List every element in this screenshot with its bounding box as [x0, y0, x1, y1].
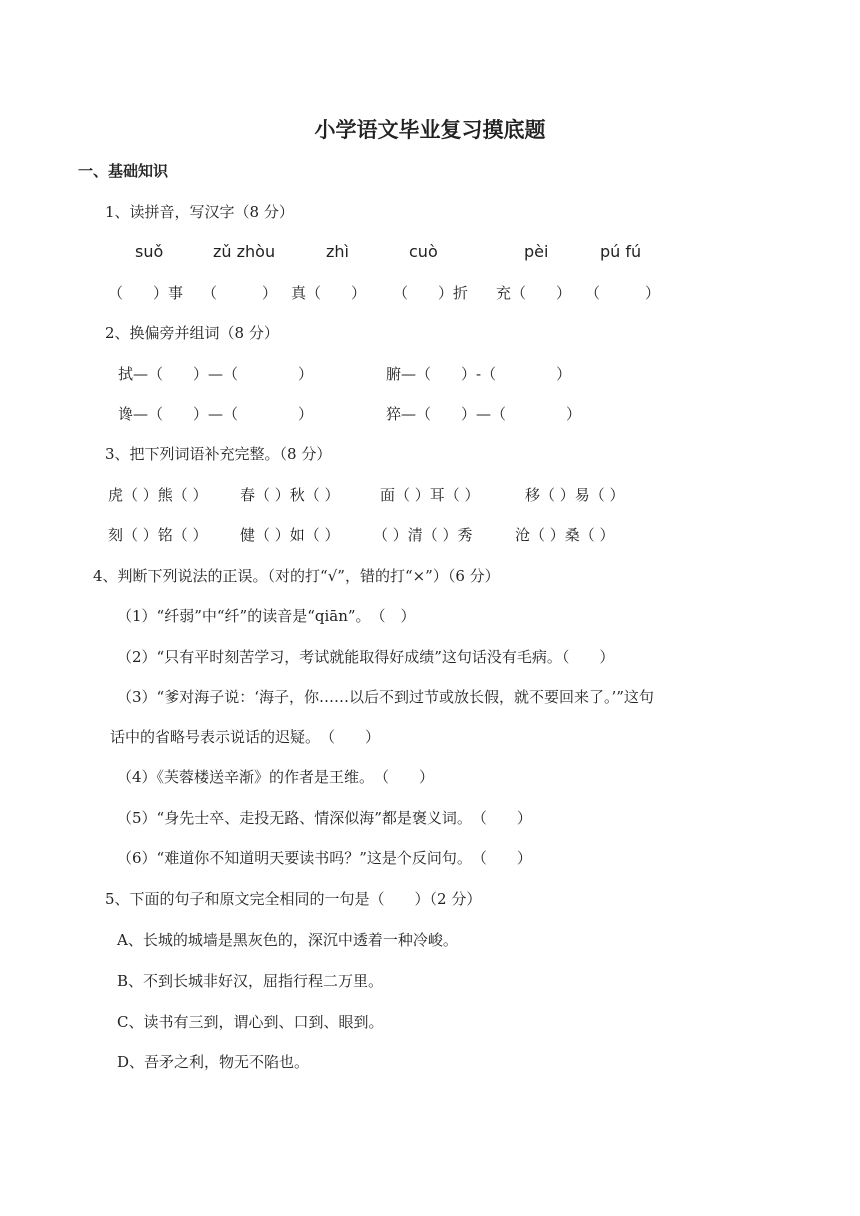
section-heading-basics: 一、基础知识	[78, 162, 169, 180]
question-1-heading: 1、读拼音，写汉字（8 分）	[105, 203, 294, 221]
idiom-item-7[interactable]: （ ）清（ ）秀	[373, 526, 473, 544]
hanzi-blank-4[interactable]: （ ）折	[393, 284, 469, 302]
question-3-heading: 3、把下列词语补充完整。（8 分）	[105, 445, 332, 463]
choice-option-c[interactable]: C、读书有三到，谓心到、口到、眼到。	[117, 1013, 384, 1031]
choice-option-b[interactable]: B、不到长城非好汉，屈指行程二万里。	[117, 972, 384, 990]
judgement-item-6[interactable]: （6）“难道你不知道明天要读书吗？”这是个反问句。 （ ）	[117, 849, 532, 867]
pinyin-1: suǒ	[135, 242, 164, 261]
pinyin-4: cuò	[409, 242, 438, 261]
idiom-item-8[interactable]: 沧（ ）桑（ ）	[515, 526, 615, 544]
choice-option-a[interactable]: A、长城的城墙是黑灰色的，深沉中透着一种冷峻。	[117, 931, 458, 949]
idiom-item-4[interactable]: 移（ ）易（ ）	[525, 486, 625, 504]
idiom-item-3[interactable]: 面（ ）耳（ ）	[380, 486, 480, 504]
question-5-heading[interactable]: 5、下面的句子和原文完全相同的一句是（ ）（2 分）	[105, 890, 482, 908]
hanzi-blank-5[interactable]: 充（ ）	[496, 284, 572, 302]
pinyin-2: zǔ zhòu	[213, 242, 276, 261]
page-title: 小学语文毕业复习摸底题	[314, 117, 546, 142]
idiom-item-6[interactable]: 健（ ）如（ ）	[240, 526, 340, 544]
question-2-heading: 2、换偏旁并组词（8 分）	[105, 324, 279, 342]
idiom-item-2[interactable]: 春（ ）秋（ ）	[240, 486, 340, 504]
radical-item-1[interactable]: 拭—（ ）—（ ）	[118, 365, 314, 383]
choice-option-d[interactable]: D、吾矛之利，物无不陷也。	[117, 1053, 310, 1071]
idiom-item-1[interactable]: 虎（ ）熊（ ）	[108, 486, 208, 504]
judgement-item-3[interactable]: （3）“爹对海子说：‘海子，你……以后不到过节或放长假，就不要回来了。’”这句	[117, 688, 654, 706]
judgement-item-2[interactable]: （2）“只有平时刻苦学习，考试就能取得好成绩”这句话没有毛病。（ ）	[117, 648, 615, 666]
pinyin-3: zhì	[326, 242, 349, 261]
judgement-item-3-continued[interactable]: 话中的省略号表示说话的迟疑。 （ ）	[110, 728, 381, 746]
radical-item-3[interactable]: 谗—（ ）—（ ）	[118, 405, 314, 423]
radical-item-4[interactable]: 猝—（ ）—（ ）	[386, 405, 582, 423]
hanzi-blank-1[interactable]: （ ）事	[108, 284, 184, 302]
idiom-item-5[interactable]: 刻（ ）铭（ ）	[108, 526, 208, 544]
hanzi-blank-3[interactable]: 真（ ）	[291, 284, 367, 302]
pinyin-6: pú fú	[600, 242, 642, 261]
judgement-item-5[interactable]: （5）“身先士卒、走投无路、情深似海”都是褒义词。 （ ）	[117, 809, 532, 827]
pinyin-5: pèi	[524, 242, 549, 261]
question-4-heading: 4、判断下列说法的正误。（对的打“√”，错的打“×”）（6 分）	[93, 567, 500, 585]
hanzi-blank-2[interactable]: （ ）	[202, 284, 278, 302]
judgement-item-4[interactable]: （4）《芙蓉楼送辛渐》的作者是王维。 （ ）	[117, 768, 435, 786]
judgement-item-1[interactable]: （1）“纤弱”中“纤”的读音是“qiān”。 （ ）	[117, 607, 416, 625]
radical-item-2[interactable]: 腑—（ ）-（ ）	[386, 365, 572, 383]
hanzi-blank-6[interactable]: （ ）	[585, 284, 661, 302]
